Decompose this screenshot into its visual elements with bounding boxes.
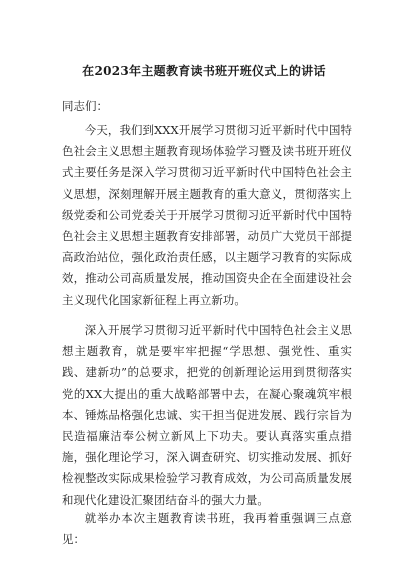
- paragraph-3: 就举办本次主题教育读书班，我再着重强调三点意见：: [62, 511, 352, 547]
- document-title: 在2023年主题教育读书班开班仪式上的讲话: [82, 64, 326, 78]
- paragraph-2: 深入开展学习贯彻习近平新时代中国特色社会主义思想主题教育，就是要牢牢把握“学思想、强党性、重实践、建新功”的总要求，把党的创新理论运用到贯彻落实党的XX大提出的重大战略部署中去，在凝心聚魂筑牢根本、锤炼品格强化忠诚、实干担当促进发展、践行宗旨为民造福廉洁奉公树立新风上下功夫。要认真落实重点措施，强化理论学习，深入调查研究、切实推动发展、抓好检视整改实际成果检验学习教育成效，为公司高质量发展和现代化建设汇聚团结奋斗的强大力量。: [62, 323, 352, 507]
- paragraph-1: 今天，我们到XXX开展学习贯彻习近平新时代中国特色社会主义思想主题教育现场体验学习暨及读书班开班仪式主要任务是深入学习贯彻习近平新时代中国特色社会主义思想，深刻理解开展主题教育的重大意义，贯彻落实上级党委和公司党委关于开展学习贯彻习近平新时代中国特色社会主义思想主题教育安排部署，动员广大党员干部提高政治站位，强化政治责任感，以主题学习教育的实际成效，推动公司高质量发展，推动国资央企在全面建设社会主义现代化国家新征程上再立新功。: [62, 123, 352, 307]
- salutation: 同志们：: [62, 99, 108, 113]
